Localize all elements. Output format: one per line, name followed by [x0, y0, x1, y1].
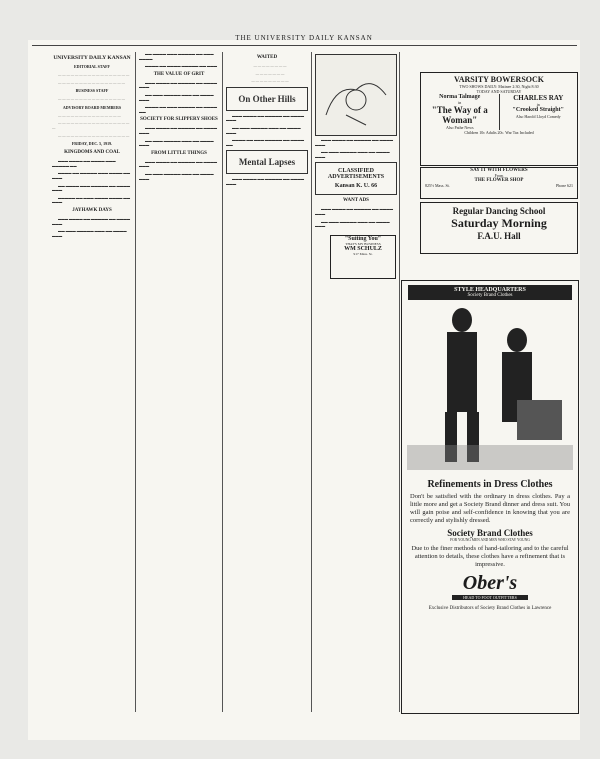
flower-address: 825½ Mass. St. — [425, 183, 450, 188]
banner-line1: STYLE HEADQUARTERS — [454, 287, 526, 293]
kansan-phone: Kansan K. U. 66 — [334, 183, 378, 190]
schulz-line1: "Suiting You" — [344, 236, 382, 242]
column-3: WAITED — — — — — — — — — — — — — — — — — — — — — — — — On Other Hills ▬▬▬ ▬▬▬▬ ▬▬ ▬▬▬▬▬ ▬▬ ▬▬▬▬ ▬▬▬ ▬▬ ▬▬▬ ▬▬▬▬▬ ▬▬▬ ▬▬ ▬▬▬▬ ▬▬▬ ▬▬▬▬ ▬▬ ▬▬▬ ▬▬▬▬▬ ▬▬ ▬▬▬▬ ▬▬ Mental Lapses ▬▬▬ ▬▬▬▬ ▬▬ ▬▬▬▬▬ ▬▬ ▬▬▬▬ ▬▬▬ — [226, 52, 308, 712]
column-4: ▬▬▬ ▬▬▬▬ ▬▬ ▬▬▬▬▬ ▬▬ ▬▬▬▬ ▬▬▬ ▬▬ ▬▬▬ ▬▬▬▬▬ ▬▬▬ ▬▬ ▬▬▬▬ ▬▬▬ CLASSIFIED ADVERTISEMENTS Kansan K. U. 66 WANT ADS ▬▬▬ ▬▬▬▬ ▬▬ ▬▬▬▬▬ ▬▬ ▬▬▬▬ ▬▬▬ ▬▬ ▬▬▬ ▬▬▬▬▬ ▬▬▬ ▬▬ ▬▬▬▬ ▬▬▬ — [315, 52, 397, 712]
dancing-line2: Saturday Morning — [451, 216, 547, 230]
left-star: Norma Talmage — [439, 94, 481, 100]
want-ads-heading: WANT ADS — [343, 198, 369, 204]
men-in-dress-clothes-illustration — [407, 300, 573, 470]
society-brand-logo: Society Brand Clothes — [447, 528, 533, 538]
bowersock-price: Children 10c Adults 20c. War Tax Included — [464, 130, 534, 135]
on-other-hills-heading: On Other Hills — [238, 93, 296, 104]
banner-line2: Society Brand Clothes — [467, 293, 513, 298]
left-film: "The Way of a Woman" — [431, 105, 488, 125]
poem-title: WAITED — [256, 55, 278, 60]
right-star: CHARLES RAY — [513, 94, 564, 102]
issue-date: FRIDAY, DEC. 5, 1919. — [71, 141, 113, 147]
bowersock-title: VARSITY BOWERSOCK — [453, 75, 545, 84]
column-divider — [311, 52, 312, 712]
society-brand-ad — [401, 280, 579, 714]
society-brand-sub: FOR YOUNG MEN AND MEN WHO STAY YOUNG — [450, 538, 530, 542]
schulz-line4: 917 Mass. St. — [353, 252, 373, 256]
right-also: Also Harold Lloyd Comedy — [515, 114, 561, 119]
masthead-rule — [32, 45, 577, 46]
dancing-ad — [420, 202, 578, 254]
slippery-shoes-heading: SOCIETY FOR SLIPPERY SHOES — [140, 117, 218, 123]
advisory-heading: ADVISORY BOARD MEMBERS — [62, 104, 122, 110]
business-staff-heading: BUSINESS STAFF — [75, 88, 109, 94]
flower-phone: Phone 621 — [556, 183, 573, 188]
flower-line2: From — [494, 173, 504, 178]
flower-line3: THE FLOWER SHOP — [474, 178, 524, 183]
column-2: ▬▬ ▬▬▬▬ ▬▬▬ ▬▬▬▬▬ ▬▬ ▬▬▬ ▬▬▬▬ ▬▬▬▬ ▬▬ ▬▬▬▬ ▬▬▬▬▬ ▬▬ ▬▬▬ THE VALUE OF GRIT ▬▬▬ ▬▬▬▬ ▬▬ ▬▬▬▬▬ ▬▬ ▬▬▬▬ ▬▬▬ ▬▬ ▬▬▬ ▬▬▬▬▬ ▬▬▬ ▬▬ ▬▬▬▬ ▬▬▬ ▬▬▬▬ ▬▬ ▬▬▬ ▬▬▬▬▬ ▬▬ ▬▬▬▬ ▬▬ SOCIETY FOR SLIPPERY SHOES ▬▬▬ ▬▬▬▬ ▬▬ ▬▬▬▬▬ ▬▬ ▬▬▬▬ ▬▬▬ ▬▬ ▬▬▬ ▬▬▬▬▬ ▬▬▬ ▬▬ ▬▬▬▬ ▬▬▬ FROM LITTLE THINGS ▬▬▬ ▬▬▬▬ ▬▬ ▬▬▬▬▬ ▬▬ ▬▬▬▬ ▬▬▬ ▬▬ ▬▬▬ ▬▬▬▬▬ ▬▬▬ ▬▬ ▬▬▬▬ ▬▬▬ — [139, 52, 218, 181]
obers-logo: Ober's — [462, 572, 518, 594]
cartoon-illustration — [315, 54, 397, 136]
bowersock-shows: TWO SHOWS DAILY: Matinee 2:30, Night 8:30 — [459, 84, 539, 89]
little-things-heading: FROM LITTLE THINGS — [151, 150, 207, 156]
kingdoms-heading: KINGDOMS AND COAL — [64, 150, 120, 156]
schulz-line2: THAT'S MY BUSINESS — [345, 242, 381, 246]
schulz-line3: WM SCHULZ — [344, 246, 382, 252]
left-in: in — [458, 100, 462, 105]
column-1: UNIVERSITY DAILY KANSAN EDITORIAL STAFF — — — — — — — — — — — — — — — — — — — — — — — — — — — — — — — — — BUSINESS STAFF — — — — — — — — — — — — — — — — ADVISORY BOARD MEMBERS — — — — — — — — — — — — — — — — — — — — — — — — — — — — — — — — — — — — — — — — — — — — — — — — — — FRIDAY, DEC. 5, 1919. KINGDOMS AND COAL ▬▬▬ ▬▬▬▬ ▬▬ ▬▬▬▬ ▬▬▬ ▬▬▬▬▬ ▬▬ ▬▬▬▬ ▬▬ ▬▬▬▬▬ ▬▬▬ ▬▬▬▬ ▬▬ ▬▬▬ ▬▬ ▬▬▬▬ ▬▬▬ ▬▬▬▬▬ ▬▬ ▬▬▬▬ ▬▬▬ ▬▬▬▬▬ ▬▬ ▬▬▬ ▬▬▬▬ ▬▬▬▬ ▬▬ ▬▬▬ JAYHAWK DAYS ▬▬▬ ▬▬▬▬ ▬▬ ▬▬▬▬▬ ▬▬ ▬▬▬▬ ▬▬▬ ▬▬ ▬▬▬ ▬▬▬▬▬ ▬▬▬ ▬▬ ▬▬▬▬ ▬▬▬ — [52, 55, 131, 238]
editorial-staff-heading: EDITORIAL STAFF — [74, 64, 110, 69]
left-also: Also Pathe News — [445, 125, 474, 130]
right-film: "Crooked Straight" — [512, 107, 564, 113]
right-in: in — [536, 102, 540, 107]
column-divider — [222, 52, 223, 712]
style-headquarters-banner — [408, 285, 572, 300]
value-of-grit-heading: THE VALUE OF GRIT — [153, 71, 205, 77]
due-text: Due to the finer methods of hand-tailoring and to the careful attention to details, these clothes have a refinement that is impressive. — [411, 545, 569, 568]
cartoon-drawing — [316, 55, 396, 133]
bowersock-ad — [420, 72, 578, 166]
obers-sub: HEAD TO FOOT OUTFITTERS — [452, 595, 528, 600]
dancing-line1: Regular Dancing School — [452, 206, 546, 216]
column-divider — [399, 52, 400, 712]
flower-ad — [420, 167, 578, 199]
schulz-ad — [330, 235, 396, 279]
dancing-line3: F.A.U. Hall — [477, 231, 521, 241]
bowersock-days: TODAY AND SATURDAY — [476, 89, 522, 94]
exclusive-line: Exclusive Distributors of Society Brand Clothes in Lawrence — [428, 606, 552, 611]
jayhawk-days-heading: JAYHAWK DAYS — [72, 207, 112, 213]
refinements-headline: Refinements in Dress Clothes — [427, 479, 553, 490]
classified-heading: CLASSIFIED ADVERTISEMENTS — [327, 168, 385, 181]
flower-line1: SAY IT WITH FLOWERS — [470, 168, 528, 173]
column-divider — [135, 52, 136, 712]
refinements-body: Don't be satisfied with the ordinary in dress clothes. Pay a little more and get a Society Brand dinner and dress suit. You will gain poise and self-confidence in knowing that you are correctly and stylishly dressed. — [410, 493, 570, 524]
paper-title: UNIVERSITY DAILY KANSAN — [53, 55, 131, 61]
mental-lapses-heading: Mental Lapses — [238, 157, 296, 168]
masthead: THE UNIVERSITY DAILY KANSAN — [235, 34, 373, 42]
